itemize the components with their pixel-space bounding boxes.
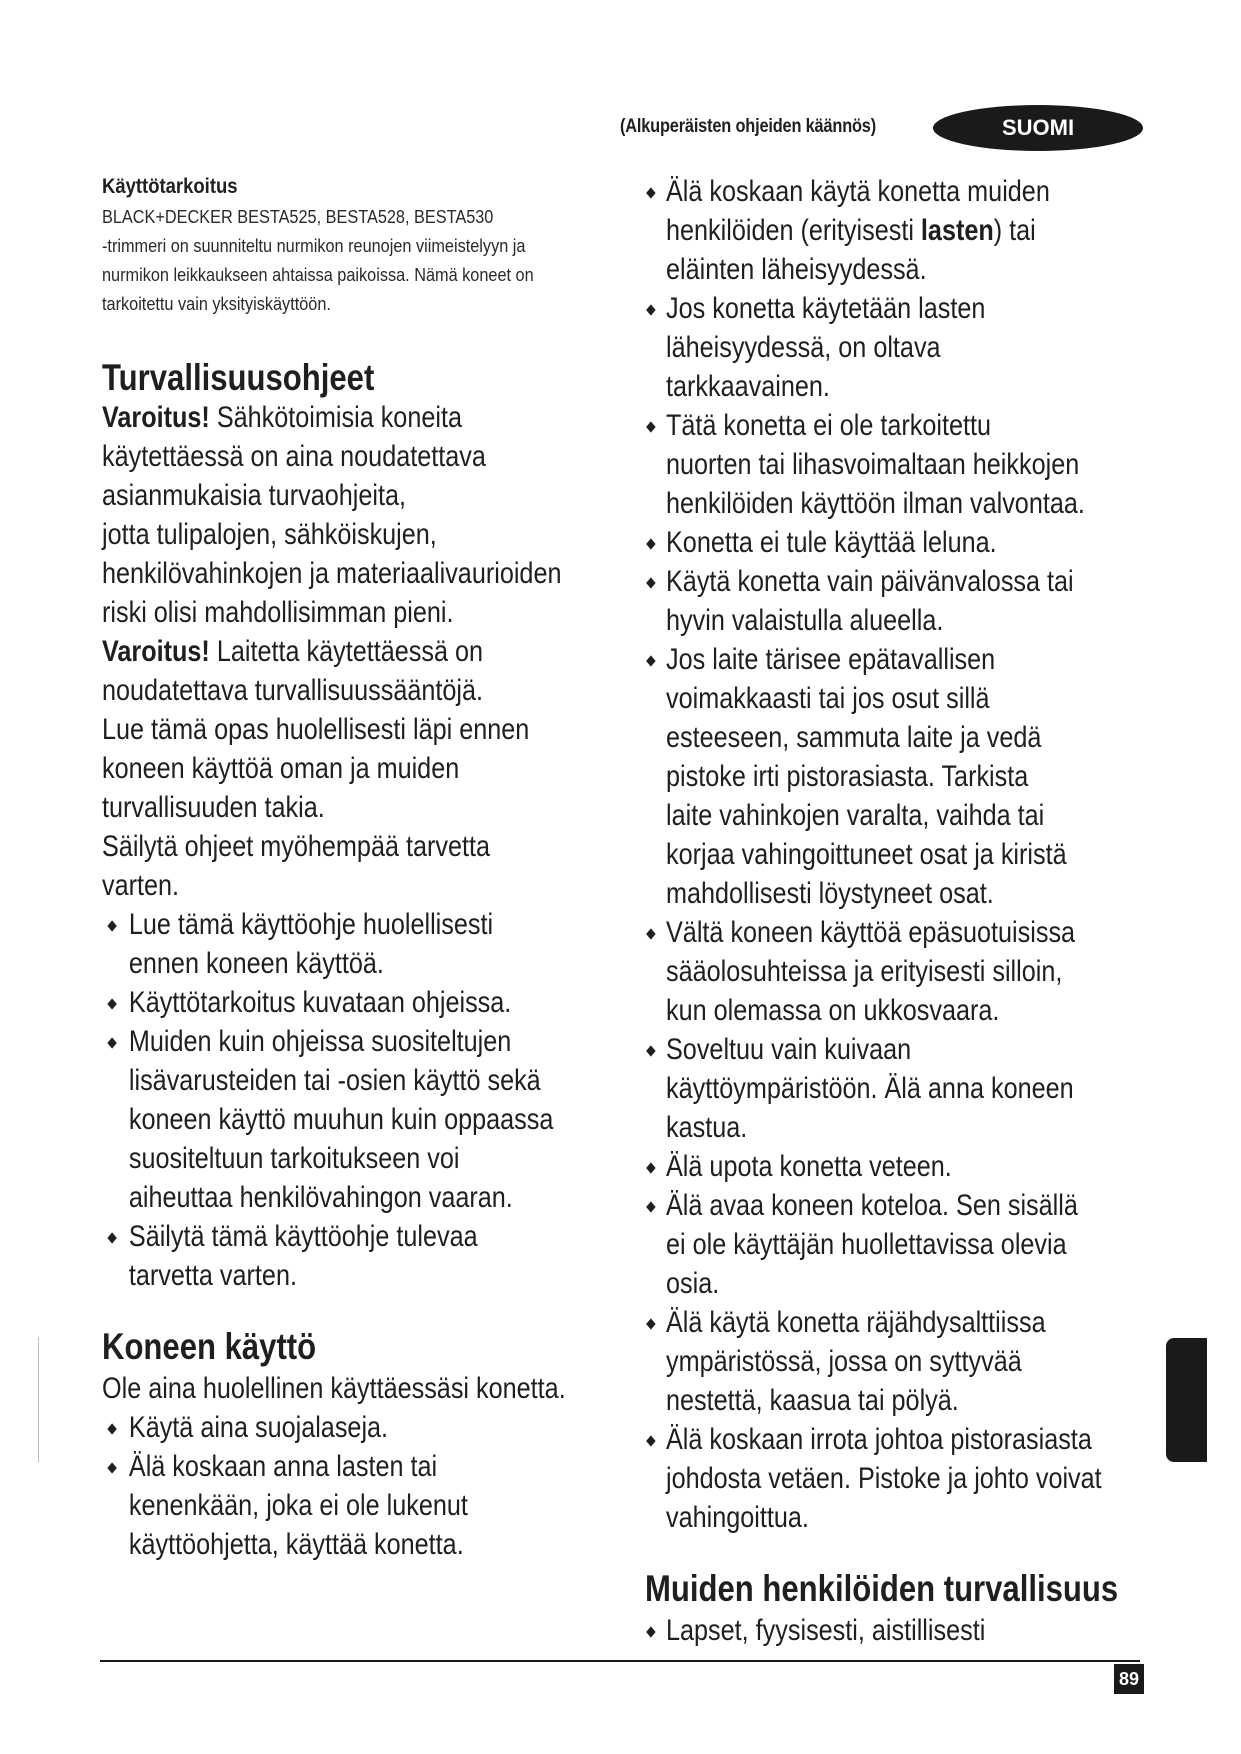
warning-line: Säilytä ohjeet myöhempää tarvetta: [102, 830, 491, 863]
list-item-line: laite vahinkojen varalta, vaihda tai: [666, 799, 1045, 832]
others-bullet-list: [645, 1611, 1183, 1650]
list-item-line: johdosta vetäen. Pistoke ja johto voivat: [666, 1462, 1102, 1495]
list-item-line: Konetta ei tule käyttää leluna.: [666, 526, 997, 559]
list-item-line: nestettä, kaasua tai pölyä.: [666, 1384, 959, 1417]
list-item-line: kun olemassa on ukkosvaara.: [666, 994, 1000, 1027]
list-item-line: Älä upota konetta veteen.: [666, 1150, 952, 1183]
scan-edge-line: [38, 1337, 39, 1462]
language-label: SUOMI: [1001, 115, 1075, 140]
warning-line: asianmukaisia turvaohjeita,: [102, 479, 406, 512]
list-item: [645, 562, 1183, 640]
others-safety-title: Muiden henkilöiden turvallisuus: [645, 1568, 1119, 1609]
list-item-line: ennen koneen käyttöä.: [128, 947, 384, 980]
list-item-line: hyvin valaistulla alueella.: [666, 604, 944, 637]
warning-line: varten.: [102, 869, 180, 902]
list-item: [102, 1022, 640, 1217]
safety-text: [102, 398, 640, 1295]
warning-label: Varoitus!: [102, 635, 210, 668]
list-item: [102, 1217, 640, 1295]
list-item-line: läheisyydessä, on oltava: [666, 331, 941, 364]
list-item: [645, 1186, 1183, 1303]
list-item: [102, 1408, 640, 1447]
list-item-line: tarkkaavainen.: [666, 370, 830, 403]
list-item: [645, 1303, 1183, 1420]
list-item-line: käyttöohjetta, käyttää konetta.: [128, 1528, 464, 1561]
list-item-line: aiheuttaa henkilövahingon vaaran.: [128, 1181, 513, 1214]
intended-use-line: tarkoitettu vain yksityiskäyttöön.: [102, 293, 331, 314]
list-item-line: osia.: [666, 1267, 720, 1300]
list-item-line: lisävarusteiden tai -osien käyttö sekä: [128, 1064, 541, 1097]
list-item-line: Lue tämä käyttöohje huolellisesti: [128, 908, 494, 941]
list-item-text: ) tai: [993, 214, 1036, 247]
others-safety-text: [645, 1611, 1183, 1650]
list-item: [645, 1030, 1183, 1147]
list-item-line: Soveltuu vain kuivaan: [666, 1033, 912, 1066]
list-item-line: ei ole käyttäjän huollettavissa olevia: [666, 1228, 1067, 1261]
list-item: [645, 640, 1183, 913]
warning-line: henkilövahinkojen ja materiaalivaurioiden: [102, 557, 562, 590]
list-item-line: Tätä konetta ei ole tarkoitettu: [666, 409, 992, 442]
list-item-line: Älä koskaan anna lasten tai: [128, 1450, 438, 1483]
operation-bullet-list: [102, 1408, 640, 1564]
list-item-line: kenenkään, joka ei ole lukenut: [128, 1489, 468, 1522]
list-item-line: henkilöiden käyttöön ilman valvontaa.: [666, 487, 1085, 520]
warning-line: riski olisi mahdollisimman pieni.: [102, 596, 454, 629]
list-item-line: koneen käyttö muuhun kuin oppaassa: [128, 1103, 554, 1136]
safety-bullet-list: [102, 905, 640, 1295]
right-safety-text: [645, 172, 1183, 1537]
operation-title: Koneen käyttö: [102, 1326, 317, 1367]
operation-text: [102, 1369, 640, 1564]
page-number: 89: [1114, 1664, 1144, 1694]
list-item-line: Vältä koneen käyttöä epäsuotuisissa: [666, 916, 1076, 949]
list-item-line: Älä avaa koneen koteloa. Sen sisällä: [666, 1189, 1078, 1222]
translation-note: (Alkuperäisten ohjeiden käännös): [620, 116, 876, 137]
operation-intro: Ole aina huolellinen käyttäessäsi konetta.: [102, 1372, 566, 1405]
list-item: [645, 913, 1183, 1030]
list-item: [102, 905, 640, 983]
warning-line: Lue tämä opas huolellisesti läpi ennen: [102, 713, 530, 746]
list-item-line: nuorten tai lihasvoimaltaan heikkojen: [666, 448, 1080, 481]
warning-line: koneen käyttöä oman ja muiden: [102, 752, 460, 785]
warning-text: Laitetta käytettäessä on: [209, 635, 484, 668]
warning-text: Sähkötoimisia koneita: [209, 401, 462, 434]
intended-use-title: Käyttötarkoitus: [102, 175, 238, 198]
list-item-line: [666, 211, 1183, 250]
list-item-line: pistoke irti pistorasiasta. Tarkista: [666, 760, 1029, 793]
left-column: [102, 172, 622, 1564]
list-item: [645, 523, 1183, 562]
language-badge: [933, 105, 1143, 151]
list-item-line: Käyttötarkoitus kuvataan ohjeissa.: [128, 986, 512, 1019]
warning-line: turvallisuuden takia.: [102, 791, 325, 824]
list-item-line: Käytä aina suojalaseja.: [128, 1411, 389, 1444]
intended-use-line: nurmikon leikkaukseen ahtaissa paikoissa. Nämä koneet on: [102, 264, 534, 285]
footer-divider: [100, 1660, 1140, 1662]
list-item-line: Käytä konetta vain päivänvalossa tai: [666, 565, 1074, 598]
list-item-line: Älä käytä konetta räjähdysalttiissa: [666, 1306, 1046, 1339]
list-item: [645, 1147, 1183, 1186]
list-item-line: suositeltuun tarkoitukseen voi: [128, 1142, 460, 1175]
list-item-line: vahingoittua.: [666, 1501, 809, 1534]
list-item-line: eläinten läheisyydessä.: [666, 253, 927, 286]
list-item-line: korjaa vahingoittuneet osat ja kiristä: [666, 838, 1067, 871]
list-item-line: Älä koskaan käytä konetta muiden: [666, 175, 1050, 208]
list-item-line: tarvetta varten.: [128, 1259, 297, 1292]
list-item-line: Jos laite tärisee epätavallisen: [666, 643, 996, 676]
list-item-line: Jos konetta käytetään lasten: [666, 292, 986, 325]
intended-use-text: [102, 202, 595, 318]
list-item-line: Säilytä tämä käyttöohje tulevaa: [128, 1220, 478, 1253]
intended-use-line: -trimmeri on suunniteltu nurmikon reunojen viimeistelyyn ja: [102, 235, 526, 256]
list-item: [645, 406, 1183, 523]
emphasis-text: lasten: [920, 214, 994, 247]
warning-line: käytettäessä on aina noudatettava: [102, 440, 486, 473]
right-column: [645, 172, 1185, 1650]
warning-label: Varoitus!: [102, 401, 210, 434]
list-item: [645, 172, 1183, 289]
list-item-line: esteeseen, sammuta laite ja vedä: [666, 721, 1042, 754]
list-item-line: käyttöympäristöön. Älä anna koneen: [666, 1072, 1074, 1105]
list-item-line: kastua.: [666, 1111, 748, 1144]
list-item-line: mahdollisesti löystyneet osat.: [666, 877, 994, 910]
warning-line: jotta tulipalojen, sähköiskujen,: [102, 518, 437, 551]
list-item: [645, 289, 1183, 406]
list-item: [645, 1420, 1183, 1537]
right-bullet-list: [645, 172, 1183, 1537]
list-item-line: voimakkaasti tai jos osut sillä: [666, 682, 990, 715]
intended-use-line: BLACK+DECKER BESTA525, BESTA528, BESTA530: [102, 206, 494, 227]
list-item: [102, 983, 640, 1022]
chapter-tab: [1166, 1338, 1207, 1462]
warning-line: noudatettava turvallisuussääntöjä.: [102, 674, 484, 707]
warning-2: [102, 632, 640, 905]
list-item: [645, 1611, 1183, 1650]
list-item-line: Älä koskaan irrota johtoa pistorasiasta: [666, 1423, 1092, 1456]
list-item: [102, 1447, 640, 1564]
list-item-line: ympäristössä, jossa on syttyvää: [666, 1345, 1022, 1378]
list-item-line: sääolosuhteissa ja erityisesti silloin,: [666, 955, 1063, 988]
list-item-line: Muiden kuin ohjeissa suositeltujen: [128, 1025, 512, 1058]
warning-1: [102, 398, 640, 632]
list-item-text: henkilöiden (erityisesti: [666, 214, 921, 247]
safety-title: Turvallisuusohjeet: [102, 357, 375, 398]
list-item-line: Lapset, fyysisesti, aistillisesti: [666, 1614, 986, 1647]
